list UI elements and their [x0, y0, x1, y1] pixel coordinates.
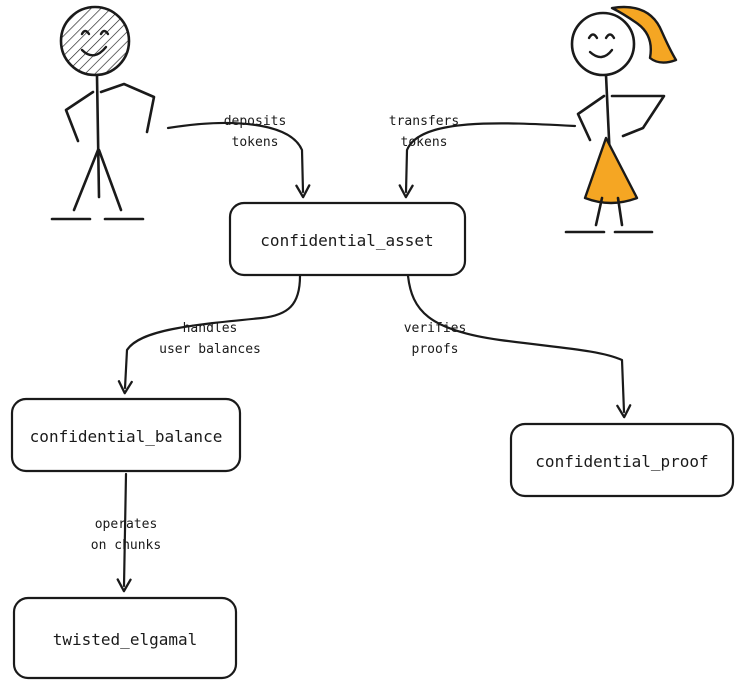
stick-figure-person-right: [566, 7, 676, 232]
node-confidential-asset[interactable]: [230, 203, 465, 275]
left-actor-head: [61, 7, 129, 75]
left-actor-leg-left: [74, 150, 98, 210]
left-actor-arm-right: [101, 84, 154, 132]
edge-transfers-tokens: [406, 123, 575, 192]
node-confidential-balance[interactable]: [12, 399, 240, 471]
right-actor-arm-right: [612, 96, 664, 136]
node-confidential-proof[interactable]: [511, 424, 733, 496]
edge-label-transfers-line2: tokens: [400, 135, 448, 150]
left-actor-arm-left: [66, 92, 93, 141]
node-confidential-asset-label: confidential_asset: [260, 231, 434, 250]
right-actor-skirt: [585, 138, 637, 203]
edge-label-verifies-line1: verifies: [403, 321, 467, 336]
edge-label-deposits-line1: deposits: [223, 114, 287, 129]
edge-label-handles-line1: handles: [182, 321, 238, 336]
right-actor-arm-left: [578, 96, 604, 140]
edge-label-operates-line2: on chunks: [90, 538, 162, 553]
edge-label-operates-line1: operates: [94, 517, 158, 532]
stick-figure-person-left: [52, 7, 154, 219]
node-twisted-elgamal-label: twisted_elgamal: [52, 630, 198, 649]
left-actor-leg-right: [99, 150, 121, 210]
node-twisted-elgamal[interactable]: [14, 598, 236, 678]
left-actor-torso: [97, 76, 99, 197]
node-confidential-balance-label: confidential_balance: [29, 427, 223, 446]
edge-deposits-tokens: [168, 123, 303, 192]
edge-label-deposits-line2: tokens: [231, 135, 279, 150]
edge-label-transfers-line1: transfers: [388, 114, 460, 129]
edge-label-handles-line2: user balances: [159, 342, 261, 357]
edge-label-verifies-line2: proofs: [411, 342, 459, 357]
node-confidential-proof-label: confidential_proof: [535, 452, 709, 471]
right-actor-head: [572, 13, 634, 75]
